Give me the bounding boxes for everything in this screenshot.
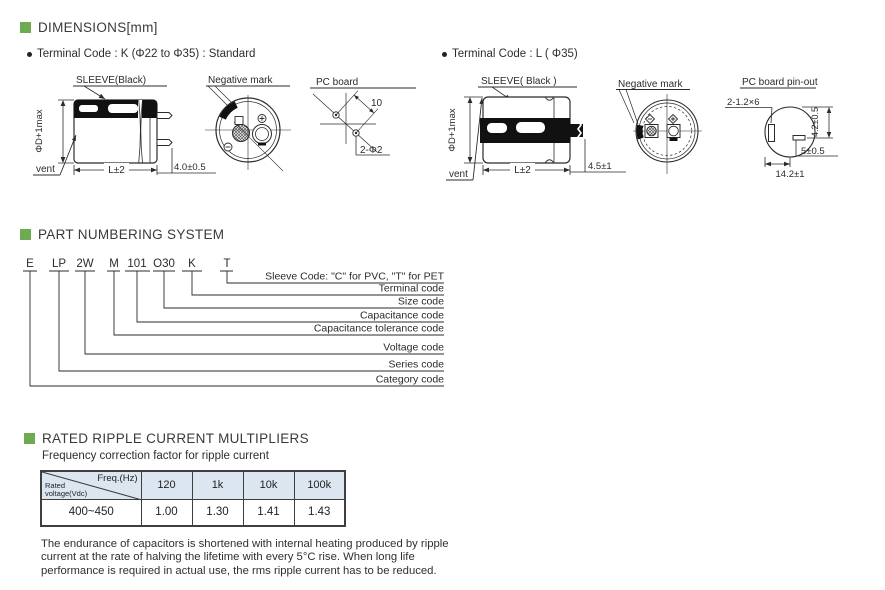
terminal-k-heading [27, 48, 255, 60]
label-series-code: Series code [388, 358, 444, 371]
section-marker-icon [20, 229, 31, 240]
multiplier-cell: 1.43 [294, 499, 345, 526]
ripple-subtitle: Frequency correction factor for ripple current [42, 450, 269, 462]
lead-length-label: 4.5±1 [588, 161, 612, 172]
multiplier-cell: 1.30 [192, 499, 243, 526]
lead-length-label: 4.0±0.5 [174, 162, 206, 173]
bullet-icon [27, 52, 32, 57]
label-sleeve-code: Sleeve Code: "C" for PVC, "T" for PET [265, 270, 444, 283]
note-line: performance is required in actual use, the rms ripple current has to be reduced. [41, 564, 437, 577]
terminal-k-drawings [20, 66, 440, 200]
terminal-l-drawings [440, 66, 885, 200]
terminal-l-heading-text: Terminal Code : L ( Φ35) [452, 48, 578, 60]
code-terminal: K [188, 258, 196, 270]
corner-freq-label: Freq.(Hz) [97, 473, 138, 484]
label-capacitance-code: Capacitance code [359, 309, 444, 322]
negative-mark-label: Negative mark [208, 75, 273, 86]
negative-mark-label: Negative mark [618, 79, 683, 90]
pc-board-view-k [310, 77, 416, 156]
slot-spec-label: 2-1.2×6 [727, 97, 760, 108]
vent-label: vent [36, 164, 55, 175]
length-dim-label: L±2 [108, 165, 125, 176]
note-line: current at the rate of halving the lifetime with every 5°C rise. When long life [41, 551, 415, 564]
dimensions-section-header [20, 20, 158, 35]
multiplier-cell: 1.00 [141, 499, 192, 526]
hole-spec-label: 2-Φ2 [360, 145, 383, 156]
code-sleeve: T [223, 258, 231, 270]
label-size-code: Size code [397, 295, 444, 308]
code-series: LP [51, 258, 67, 270]
freq-header-cell: 100k [294, 471, 345, 499]
part-number-labels [265, 271, 444, 386]
pc-board-pinout-view-l [725, 77, 838, 180]
part-numbering-title: PART NUMBERING SYSTEM [38, 227, 225, 242]
hole-pitch-label: 10 [371, 98, 383, 109]
label-category-code: Category code [375, 373, 444, 386]
freq-header-cell: 120 [141, 471, 192, 499]
ripple-title: RATED RIPPLE CURRENT MULTIPLIERS [42, 431, 309, 446]
span-dim-label: 14.2±1 [775, 169, 805, 180]
ripple-section-header [24, 431, 309, 446]
capacitor-side-view-l [446, 76, 626, 180]
part-numbering-diagram [20, 248, 465, 396]
ripple-correction-table [40, 470, 346, 527]
pc-board-pinout-label: PC board pin-out [742, 77, 818, 88]
freq-header-cell: 10k [243, 471, 294, 499]
bullet-icon [442, 52, 447, 57]
code-size: O30 [153, 258, 175, 270]
note-line: The endurance of capacitors is shortened with internal heating produced by ripple [41, 538, 449, 550]
corner-voltage-label: Rated voltage(Vdc) [45, 480, 88, 498]
terminal-l-heading [442, 48, 578, 60]
length-dim-label: L±2 [514, 165, 531, 176]
part-number-codes [26, 258, 230, 270]
terminal-k-heading-text: Terminal Code : K (Φ22 to Φ35) : Standard [37, 48, 256, 60]
label-voltage-code: Voltage code [383, 341, 444, 354]
capacitor-side-view-k [33, 75, 216, 176]
dimensions-title: DIMENSIONS[mm] [38, 20, 158, 35]
label-capacitance-tolerance-code: Capacitance tolerance code [313, 322, 444, 335]
part-numbering-section-header [20, 227, 224, 242]
pc-board-label: PC board [316, 77, 359, 88]
table-header-row [41, 471, 345, 499]
section-marker-icon [20, 22, 31, 33]
vertical-dim-label: 4.2±0.5 [810, 107, 820, 137]
table-corner-cell [41, 471, 141, 499]
section-marker-icon [24, 433, 35, 444]
code-tolerance: M [109, 258, 119, 270]
negative-mark-top-view-k [205, 75, 291, 171]
code-capacitance: 101 [127, 258, 147, 270]
table-data-row [41, 499, 345, 526]
voltage-range-cell: 400~450 [41, 499, 141, 526]
label-terminal-code: Terminal code [378, 282, 444, 295]
code-category: E [26, 258, 34, 270]
diameter-dim-label: ΦD+1max [34, 109, 45, 153]
vent-label: vent [449, 169, 468, 180]
multiplier-cell: 1.41 [243, 499, 294, 526]
code-voltage: 2W [76, 258, 94, 270]
negative-mark-top-view-l [616, 79, 702, 174]
offset-dim-label: 5±0.5 [801, 146, 825, 157]
sleeve-label: SLEEVE(Black) [76, 75, 147, 86]
sleeve-label: SLEEVE( Black ) [481, 76, 557, 87]
freq-header-cell: 1k [192, 471, 243, 499]
diameter-dim-label: ΦD+1max [447, 108, 458, 152]
endurance-note [41, 538, 449, 578]
